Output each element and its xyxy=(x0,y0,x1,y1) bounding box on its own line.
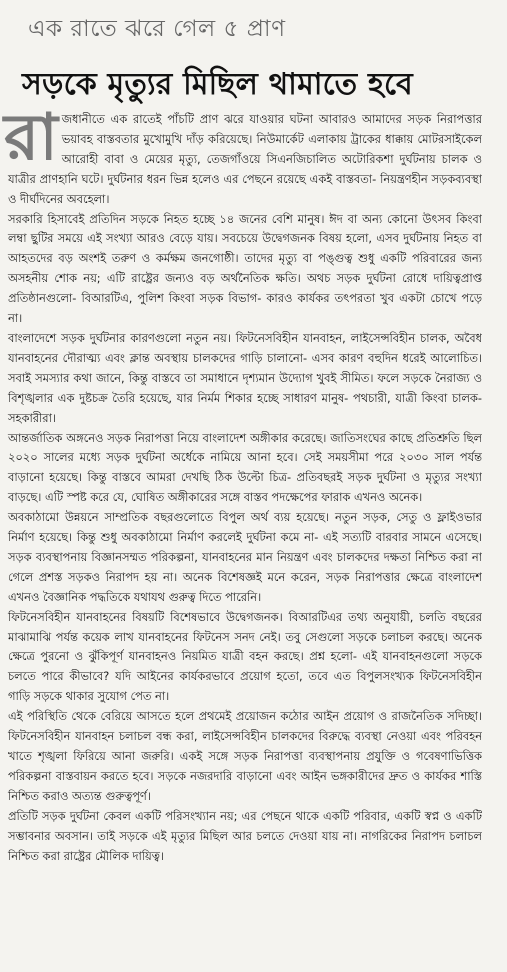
article-paragraph-3: বাংলাদেশে সড়ক দুর্ঘটনার কারণগুলো নতুন নয়। ফিটনেসবিহীন যানবাহন, লাইসেন্সবিহীন চালক, অবৈধ যানবাহনের দৌরাত্ম্য এবং ক্লান্ত অবস্থায় চালকদের গাড়ি চালানো- এসব কারণ বহুদিন ধরেই আলোচিত। সবাই সমস্যার কথা জানে, কিন্তু বাস্তবে তা সমাধানে দৃশ্যমান উদ্যোগ খুবই সীমিত। ফলে সড়কে নৈরাজ্য ও বিশৃঙ্খলার এক দুষ্টচক্র তৈরি হয়েছে, যার নির্মম শিকার হচ্ছে সাধারণ মানুষ- পথচারী, যাত্রী কিংবা চালক-সহকারীরা। xyxy=(8,330,482,425)
article-paragraph-8: প্রতিটি সড়ক দুর্ঘটনা কেবল একটি পরিসংখ্যান নয়; এর পেছনে থাকে একটি পরিবার, একটি স্বপ্ন ও একটি সম্ভাবনার অবসান। তাই সড়কে এই মৃত্যুর মিছিল আর চলতে দেওয়া যায় না। নাগরিকের নিরাপদ চলাচল নিশ্চিত করা রাষ্ট্রের মৌলিক দায়িত্ব। xyxy=(8,808,482,863)
paragraph-1-text: জধানীতে এক রাতেই পাঁচটি প্রাণ ঝরে যাওয়ার ঘটনা আবারও আমাদের সড়ক নিরাপত্তার ভয়াবহ বাস্তবতার মুখোমুখি দাঁড় করিয়েছে। নিউমার্কেট এলাকায় ট্রাকের ধাক্কায় মোটরসাইকেল আরোহী বাবা ও মেয়ের মৃত্যু, তেজগাঁওয়ে সিএনজিচালিত অটোরিকশা দুর্ঘটনায় চালক ও যাত্রীর প্রাণহানি ঘটে। দুর্ঘটনার ধরন ভিন্ন হলেও এর পেছনে রয়েছে একই বাস্তবতা- নিয়ন্ত্রণহীন সড়কব্যবস্থা ও দীর্ঘদিনের অবহেলা। xyxy=(8,112,482,206)
article-paragraph-2: সরকারি হিসাবেই প্রতিদিন সড়কে নিহত হচ্ছে ১৪ জনের বেশি মানুষ। ঈদ বা অন্য কোনো উৎসব কিংবা লম্বা ছুটির সময়ে এই সংখ্যা আরও বেড়ে যায়। সবচেয়ে উদ্বেগজনক বিষয় হলো, এসব দুর্ঘটনায় নিহত বা আহতদের বড় অংশই তরুণ ও কর্মক্ষম জনগোষ্ঠী। তাদের মৃত্যু বা পঙ্গুত্ব শুধু একটি পরিবারের জন্য অসহনীয় শোক নয়; এটি রাষ্ট্রের জন্যও বড় অর্থনৈতিক ক্ষতি। অথচ সড়ক দুর্ঘটনা রোধে দায়িত্বপ্রাপ্ত প্রতিষ্ঠানগুলো- বিআরটিএ, পুলিশ কিংবা সড়ক বিভাগ- কারও কার্যকর তৎপরতা খুব একটা চোখে পড়ে না। xyxy=(8,211,482,326)
drop-cap: রা xyxy=(4,110,58,175)
article-paragraph-7: এই পরিস্থিতি থেকে বেরিয়ে আসতে হলে প্রথমেই প্রয়োজন কঠোর আইন প্রয়োগ ও রাজনৈতিক সদিচ্ছা। ফিটনেসবিহীন যানবাহন চলাচল বন্ধ করা, লাইসেন্সবিহীন চালকদের বিরুদ্ধে ব্যবস্থা নেওয়া এবং পরিবহন খাতে শৃঙ্খলা ফিরিয়ে আনা জরুরি। একই সঙ্গে সড়ক নিরাপত্তা ব্যবস্থাপনায় প্রযুক্তি ও গবেষণাভিত্তিক পরিকল্পনা বাস্তবায়ন করতে হবে। সড়কে নজরদারি বাড়ানো এবং আইন ভঙ্গকারীদের দ্রুত ও কার্যকর শাস্তি নিশ্চিত করাও অত্যন্ত গুরুত্বপূর্ণ। xyxy=(8,709,482,803)
article-paragraph-4: আন্তর্জাতিক অঙ্গনেও সড়ক নিরাপত্তা নিয়ে বাংলাদেশ অঙ্গীকার করেছে। জাতিসংঘের কাছে প্রতিশ্রুতি ছিল ২০২০ সালের মধ্যে সড়ক দুর্ঘটনা অর্ধেকে নামিয়ে আনা হবে। সেই সময়সীমা পরে ২০৩০ সাল পর্যন্ত বাড়ানো হয়েছে। কিন্তু বাস্তবে আমরা দেখছি ঠিক উল্টো চিত্র- প্রতিবছরই সড়ক দুর্ঘটনা ও মৃত্যুর সংখ্যা বাড়ছে। এটি স্পষ্ট করে যে, ঘোষিত অঙ্গীকারের সঙ্গে বাস্তব পদক্ষেপের ফারাক এখনও অনেক। xyxy=(8,430,482,505)
article-paragraph-1 xyxy=(4,110,482,210)
article-headline: সড়কে মৃত্যুর মিছিল থামাতে হবে xyxy=(22,67,413,102)
article-body xyxy=(0,110,482,966)
article-paragraph-5: অবকাঠামো উন্নয়নে সাম্প্রতিক বছরগুলোতে বিপুল অর্থ ব্যয় হয়েছে। নতুন সড়ক, সেতু ও ফ্লাইওভার নির্মাণ হয়েছে। কিন্তু শুধু অবকাঠামো নির্মাণ করলেই দুর্ঘটনা কমে না- এই সত্যটি বারবার সামনে এসেছে। সড়ক ব্যবস্থাপনায় বিজ্ঞানসম্মত পরিকল্পনা, যানবাহনের মান নিয়ন্ত্রণ এবং চালকদের দক্ষতা নিশ্চিত করা না গেলে প্রশস্ত সড়কও নিরাপদ হয় না। অনেক বিশেষজ্ঞই মনে করেন, সড়ক নিরাপত্তার ক্ষেত্রে বাংলাদেশ এখনও বৈজ্ঞানিক পদ্ধতিকে যথাযথ গুরুত্ব দিতে পারেনি। xyxy=(8,510,482,604)
article-paragraph-6: ফিটনেসবিহীন যানবাহনের বিষয়টি বিশেষভাবে উদ্বেগজনক। বিআরটিএর তথ্য অনুযায়ী, চলতি বছরের মাঝামাঝি পর্যন্ত কয়েক লাখ যানবাহনের ফিটনেস সনদ নেই। তবু সেগুলো সড়কে চলাচল করছে। অনেক ক্ষেত্রে পুরনো ও ঝুঁকিপূর্ণ যানবাহনও নিয়মিত যাত্রী বহন করছে। প্রশ্ন হলো- এই যানবাহনগুলো সড়কে চলতে পারে কীভাবে? যদি আইনের কার্যকরভাবে প্রয়োগ হতো, তবে এত বিপুলসংখ্যক ফিটনেসবিহীন গাড়ি সড়কে থাকার সুযোগ পেত না। xyxy=(8,609,482,704)
article-kicker: এক রাতে ঝরে গেল ৫ প্রাণ xyxy=(28,16,286,42)
